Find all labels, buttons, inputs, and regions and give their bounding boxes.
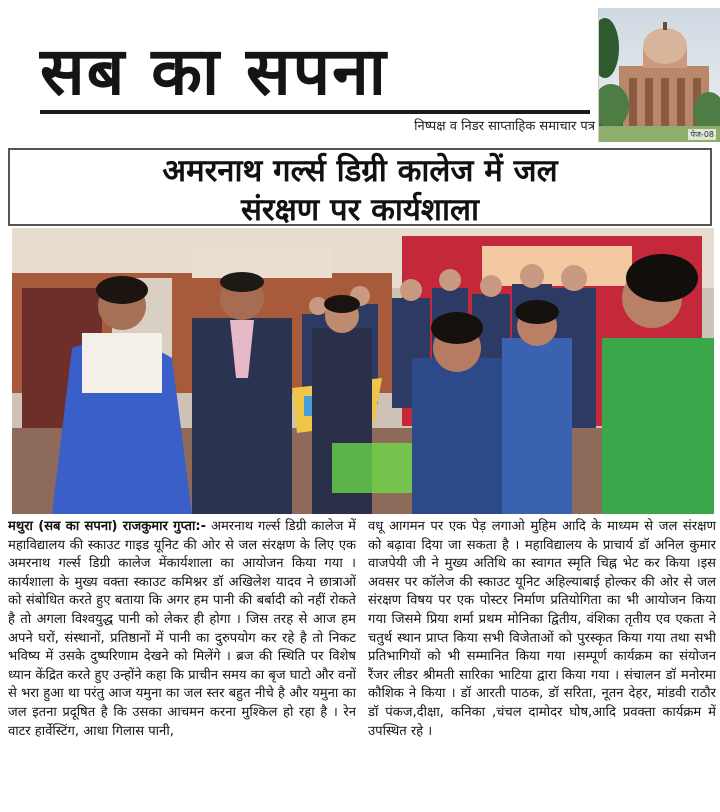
article-column-2 [368, 518, 716, 810]
page-number: पेज-08 [690, 130, 714, 139]
article-body [8, 518, 716, 810]
court-building-photo [598, 8, 720, 142]
article-column-2-text: वधू आगमन पर एक पेड़ लगाओ मुहिम आदि के माध्यम से जल संरक्षण को बढ़ावा दिया जा सकता है । महाविद्यालय के प्राचार्य डॉ अनिल कुमार वाजपेयी जी ने मुख्य अतिथि का स्वागत स्मृति चिह्न भेट कर किया ।इस अवसर पर कॉलेज की स्काउट यूनिट अहिल्याबाई होल्कर की ओर से जल संरक्षण विषय पर एक पोस्टर निर्माण प्रतियोगिता का भी आयोजन किया गया जिसमे प्रिया शर्मा प्रथम मोनिका द्वितीय, वंशिका तृतीय एव एकता ने चतुर्थ स्थान प्राप्त किया सभी विजेताओं को पुरस्कृत किया गया तथा सभी प्रतिभागियों को भी सम्मानित किया गया ।सम्पूर्ण कार्यक्रम का संयोजन रैंजर लीडर श्रीमती सारिका भाटिया द्वारा किया गया । संचालन डॉ मनोरमा कौशिक ने किया । डॉ आरती पाठक, डॉ सरिता, नूतन देहर, मांडवी राठौर डॉ पंकज,दीक्षा, कनिका ,चंचल दामोदर घोष,आदि प्रवक्ता कार्यक्रम में उपस्थित रहे । [368, 519, 716, 739]
headline-line-2: संरक्षण पर कार्यशाला [240, 192, 480, 228]
title-underline [40, 110, 590, 114]
event-photo-illustration [12, 228, 714, 514]
article-column-1 [8, 518, 356, 810]
headline-box [8, 148, 712, 226]
article-dateline: मथुरा (सब का सपना) राजकुमार गुप्ता:- [8, 519, 207, 534]
green-shirt-figure [602, 338, 714, 514]
event-photo [12, 228, 714, 514]
court-building-illustration [599, 8, 720, 142]
newspaper-title: सब का सपना [40, 33, 388, 110]
masthead [0, 0, 720, 148]
newspaper-tagline: निष्पक्ष व निडर साप्ताहिक समाचार पत्र [414, 119, 595, 134]
headline-line-1: अमरनाथ गर्ल्स डिग्री कालेज में जल [162, 153, 558, 189]
article-column-1-text: अमरनाथ गर्ल्स डिग्री कालेज में महाविद्यालय की स्काउट गाइड यूनिट की ओर से जल संरक्षण के लिए एक अमरनाथ गर्ल्स डिग्री कालेज मेंकार्यशाला का आयोजन किया गया । कार्यशाला के मुख्य वक्ता स्काउट कमिश्नर डॉ अखिलेश यादव ने छात्राओं को संबोधित करते हुए बताया कि अगर हम पानी की बर्बादी को नहीं रोकते है तो अगला विश्वयुद्ध पानी को लेकर ही होगा । जिस तरह से आज हम अपने घरों, संस्थानों, प्रतिष्ठानों में पानी का दुरुपयोग कर रहे है तो निकट भविष्य में उसके दुष्परिणाम देखने को मिलेंगे । ब्रज की स्थिति पर विशेष ध्यान केंद्रित करते हुए उन्होंने कहा कि प्राचीन समय का बृज घाटो और वनों से भरा हुआ था परंतु आज यमुना का जल स्तर बहुत नीचे है और यमुना का जल इतना प्रदूषित है कि उसका आचमन करना मुश्किल हो रहा है । रेन वाटर हार्वेस्टिंग, आधा गिलास पानी, [8, 519, 356, 739]
